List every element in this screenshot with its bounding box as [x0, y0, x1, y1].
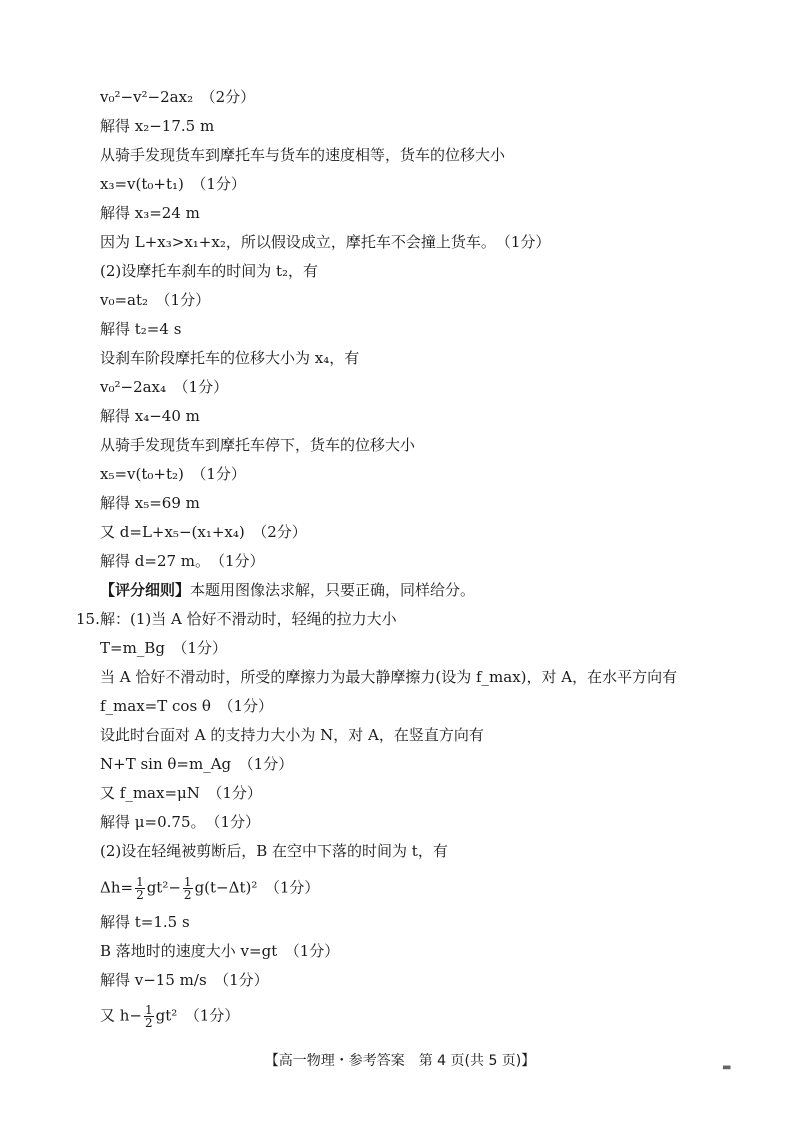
text-line: v₀²−v²−2ax₂ （2分）: [100, 88, 256, 106]
grading-note: [100, 580, 475, 600]
text-line: x₃=v(t₀+t₁) （1分）: [100, 175, 246, 193]
text-line: 解得 x₃=24 m: [100, 204, 200, 222]
text-line: 设此时台面对 A 的支持力大小为 N，对 A，在竖直方向有: [100, 726, 484, 744]
fraction-half: $\frac{1}{2}$: [136, 875, 144, 902]
equation-delta-h: [100, 876, 319, 901]
text-line: 解得 x₄−40 m: [100, 407, 200, 425]
text-line: v₀²−2ax₄ （1分）: [100, 378, 229, 396]
eq-rhs: gt² （1分）: [155, 1006, 240, 1025]
text-line: 解：(1)当 A 恰好不滑动时，轻绳的拉力大小: [100, 610, 397, 628]
text-line: T=m_Bg （1分）: [100, 639, 227, 657]
text-line: N+T sin θ=m_Ag （1分）: [100, 755, 294, 773]
text-line: 解得 t=1.5 s: [100, 913, 190, 931]
corner-mark: ▬: [722, 1062, 732, 1073]
text-line: 从骑手发现货车到摩托车与货车的速度相等，货车的位移大小: [100, 146, 506, 164]
grading-note-label: 【评分细则】: [100, 581, 191, 599]
text-line: 解得 x₅=69 m: [100, 494, 200, 512]
text-line: 解得 v−15 m/s （1分）: [100, 971, 269, 989]
text-line: 解得 x₂−17.5 m: [100, 117, 215, 135]
text-line: 因为 L+x₃>x₁+x₂，所以假设成立，摩托车不会撞上货车。 （1分）: [100, 233, 551, 251]
text-line: 设刹车阶段摩托车的位移大小为 x₄，有: [100, 349, 360, 367]
fraction-half: $\frac{1}{2}$: [145, 1003, 153, 1030]
text-line: 解得 t₂=4 s: [100, 320, 182, 338]
page-footer: 【高一物理・参考答案 第 4 页(共 5 页)】: [264, 1053, 536, 1069]
equation-h: [100, 1004, 239, 1029]
question-number: 15.: [76, 610, 100, 628]
grading-note-text: 本题用图像法求解，只要正确，同样给分。: [190, 581, 476, 599]
text-line: (2)设摩托车刹车的时间为 t₂，有: [100, 262, 319, 280]
text-line: 又 f_max=μN （1分）: [100, 784, 262, 802]
text-line: (2)设在轻绳被剪断后，B 在空中下落的时间为 t，有: [100, 842, 448, 860]
text-line: f_max=T cos θ （1分）: [100, 697, 273, 715]
text-line: x₅=v(t₀+t₂) （1分）: [100, 465, 246, 483]
text-line: 当 A 恰好不滑动时，所受的摩擦力为最大静摩擦力(设为 f_max)，对 A，在水平方向有: [100, 668, 678, 686]
text-line: B 落地时的速度大小 v=gt （1分）: [100, 942, 340, 960]
eq-term1: gt²−: [146, 878, 181, 897]
text-line: 解得 d=27 m。 （1分）: [100, 552, 265, 570]
eq-lhs: Δh=: [100, 878, 134, 897]
text-line: v₀=at₂ （1分）: [100, 291, 211, 309]
eq-term2: g(t−Δt)² （1分）: [194, 878, 320, 897]
text-line: 解得 μ=0.75。 （1分）: [100, 813, 261, 831]
fraction-half: $\frac{1}{2}$: [183, 875, 192, 902]
text-line: 又 d=L+x₅−(x₁+x₄) （2分）: [100, 523, 307, 541]
eq-lhs: 又 h−: [100, 1006, 142, 1025]
text-line: 从骑手发现货车到摩托车停下，货车的位移大小: [100, 436, 416, 454]
